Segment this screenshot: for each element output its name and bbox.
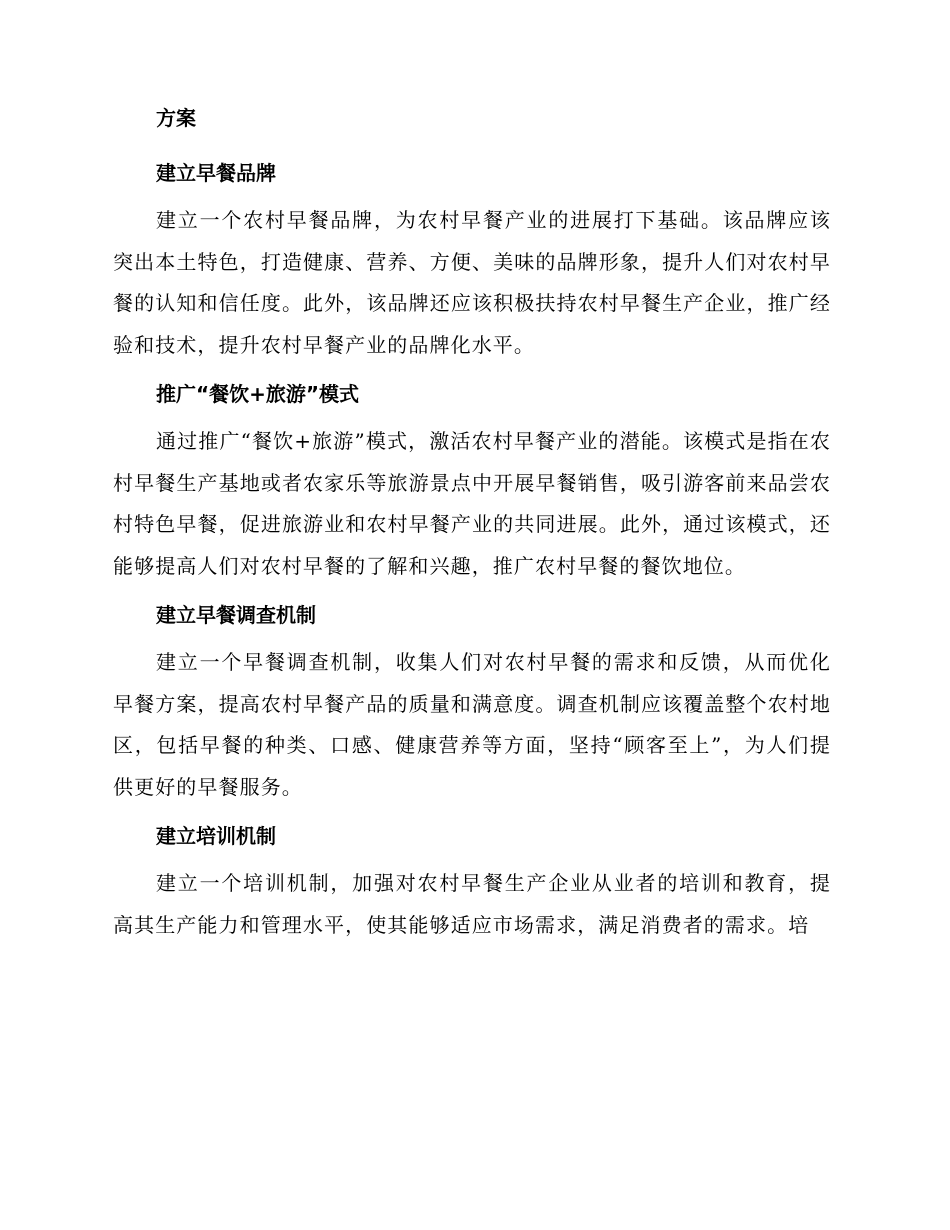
heading-breakfast-brand: 建立早餐品牌: [156, 161, 276, 185]
paragraph-training-mechanism: 建立一个培训机制，加强对农村早餐生产企业从业者的培训和教育，提高其生产能力和管理水平，使其能够适应市场需求，满足消费者的需求。培: [113, 871, 831, 937]
heading-dining-tourism: 推广“餐饮+旅游”模式: [156, 382, 360, 406]
section-title: 方案: [156, 106, 196, 130]
heading-training-mechanism: 建立培训机制: [156, 824, 276, 848]
paragraph-breakfast-brand: 建立一个农村早餐品牌，为农村早餐产业的进展打下基础。该品牌应该突出本土特色，打造健康、营养、方便、美味的品牌形象，提升人们对农村早餐的认知和信任度。此外，该品牌还应该积极扶持农村早餐生产企业，推广经验和技术，提升农村早餐产业的品牌化水平。: [113, 208, 831, 357]
paragraph-survey-mechanism: 建立一个早餐调查机制，收集人们对农村早餐的需求和反馈，从而优化早餐方案，提高农村早餐产品的质量和满意度。调查机制应该覆盖整个农村地区，包括早餐的种类、口感、健康营养等方面，坚持“顾客至上”，为人们提供更好的早餐服务。: [113, 650, 831, 799]
heading-survey-mechanism: 建立早餐调查机制: [156, 603, 316, 627]
paragraph-dining-tourism: 通过推广“餐饮+旅游”模式，激活农村早餐产业的潜能。该模式是指在农村早餐生产基地或者农家乐等旅游景点中开展早餐销售，吸引游客前来品尝农村特色早餐，促进旅游业和农村早餐产业的共同进展。此外，通过该模式，还能够提高人们对农村早餐的了解和兴趣，推广农村早餐的餐饮地位。: [113, 429, 831, 578]
document-page: [113, 103, 831, 946]
